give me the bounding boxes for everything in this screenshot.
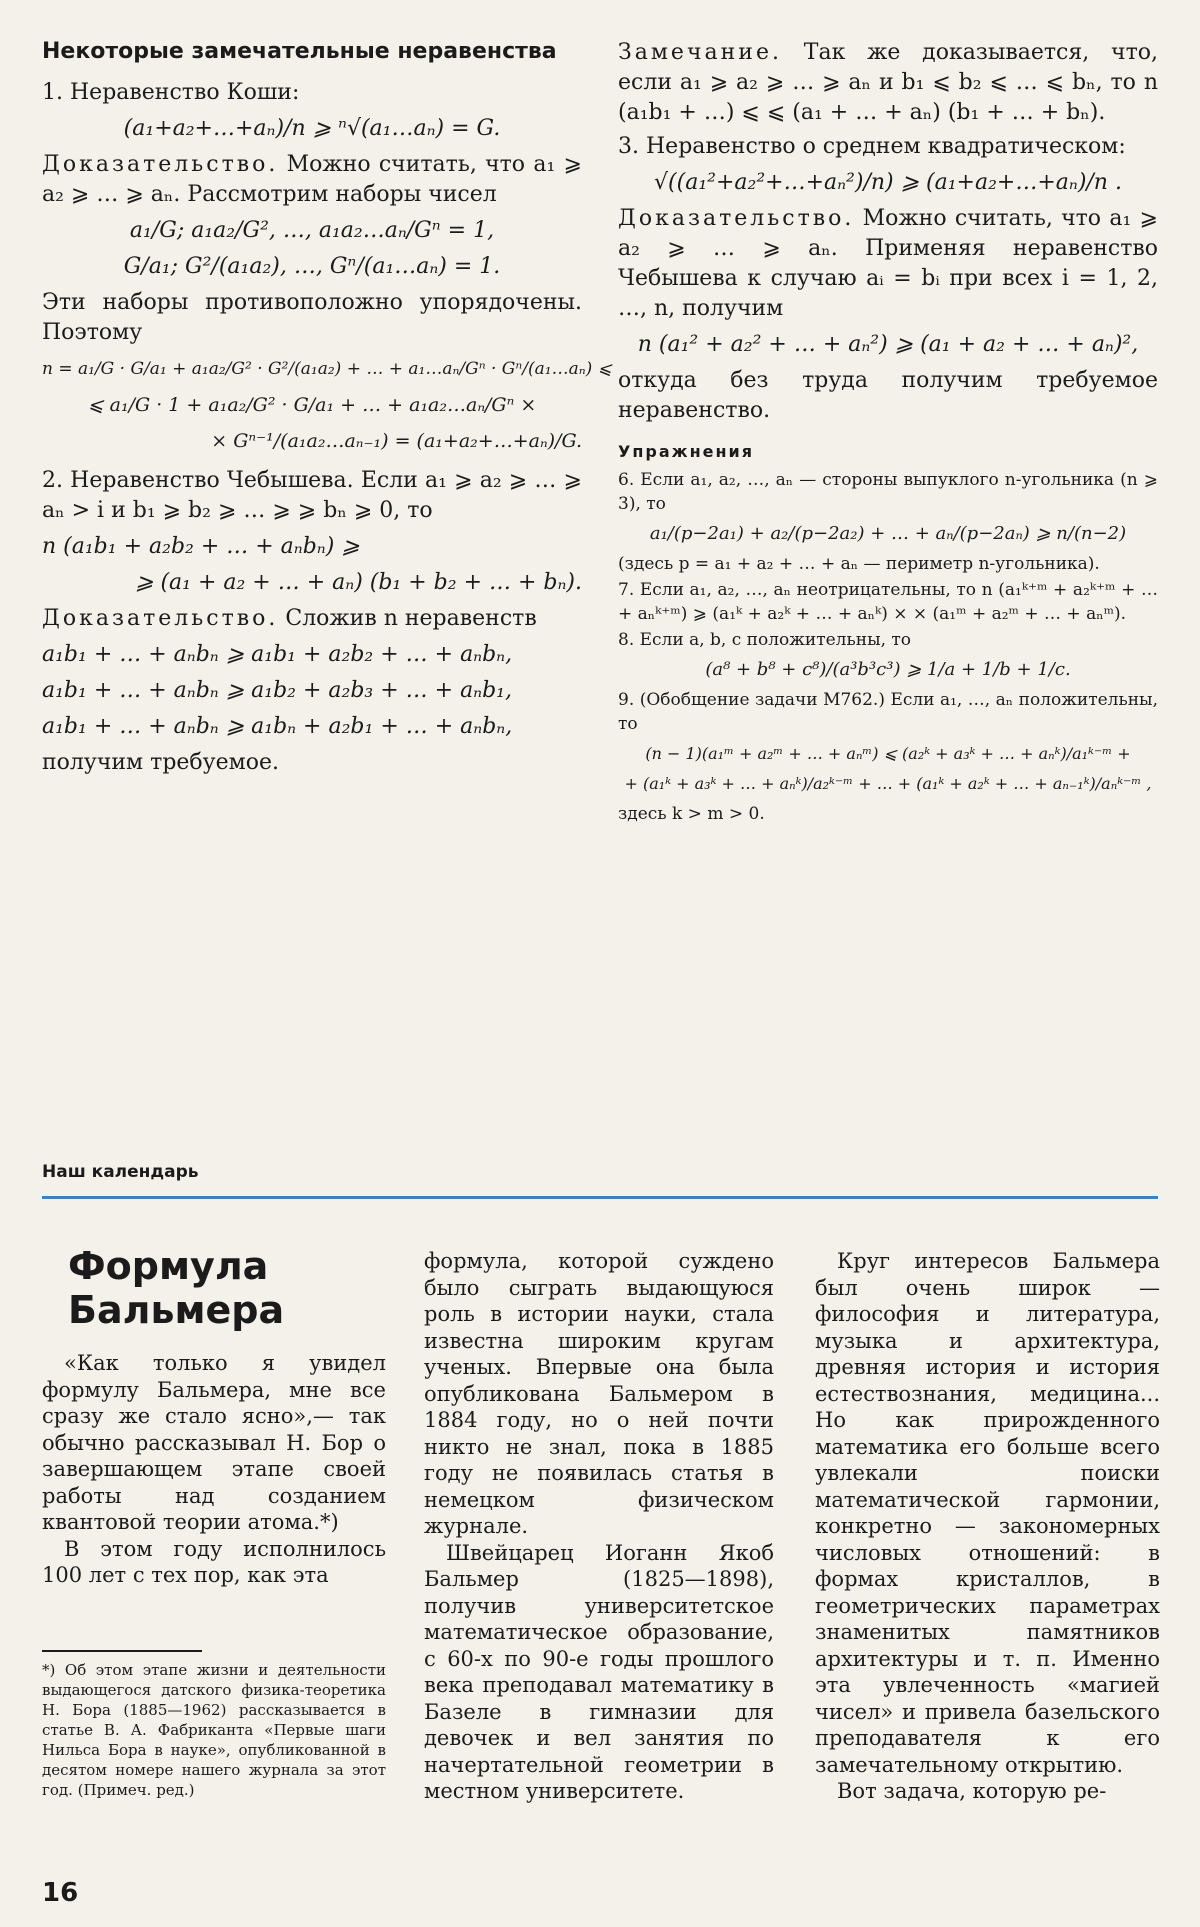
remark bbox=[618, 38, 1158, 128]
proof1-text: Можно считать, что a₁ ⩾ a₂ ⩾ … ⩾ aₙ. Рассмотрим наборы чисел bbox=[42, 152, 582, 207]
section-rule bbox=[42, 1196, 1158, 1199]
proof3-text: Можно считать, что a₁ ⩾ a₂ ⩾ … ⩾ aₙ. Применяя неравенство Чебышева к случаю aᵢ = bᵢ при всех i = 1, 2, …, n, получим bbox=[618, 206, 1158, 321]
ineq-line-2: ⩽ a₁/G · 1 + a₁a₂/G² · G/a₁ + … + a₁a₂…aₙ/Gⁿ × bbox=[87, 394, 537, 416]
cauchy-formula: (a₁+a₂+…+aₙ)/n ⩾ ⁿ√(a₁…aₙ) = G. bbox=[123, 116, 501, 141]
exercise-8-formula: (a⁸ + b⁸ + c⁸)/(a³b³c³) ⩾ 1/a + 1/b + 1/c. bbox=[705, 659, 1071, 680]
exercise-9: 9. (Обобщение задачи М762.) Если a₁, …, aₙ положительны, то bbox=[618, 690, 1158, 734]
section-label: Наш календарь bbox=[42, 1162, 199, 1182]
chebyshev-statement: 2. Неравенство Чебышева. Если a₁ ⩾ a₂ ⩾ … ⩾ aₙ > i и b₁ ⩾ b₂ ⩾ … ⩾ ⩾ bₙ ⩾ 0, то bbox=[42, 468, 582, 523]
exercise-6-formula: a₁/(p−2a₁) + a₂/(p−2a₂) + … + aₙ/(p−2aₙ) ⩾ n/(n−2) bbox=[649, 523, 1127, 544]
opposite-text: Эти наборы противоположно упорядочены. Поэтому bbox=[42, 290, 582, 345]
ineq-line-3: × Gⁿ⁻¹/(a₁a₂…aₙ₋₁) = (a₁+a₂+…+aₙ)/G. bbox=[211, 430, 582, 452]
cheb-line-2: ⩾ (a₁ + a₂ + … + aₙ) (b₁ + b₂ + … + bₙ). bbox=[135, 570, 582, 595]
article-paragraph: «Как только я увидел формулу Бальмера, мне все сразу же стало ясно»,— так обычно рассказывал Н. Бор о завершающем этапе своей работы над созданием квантовой теории атома.*) bbox=[42, 1351, 386, 1534]
left-column bbox=[42, 38, 612, 782]
article-paragraph: формула, которой суждено было сыграть выдающуюся роль в истории науки, стала известна широким кругам ученых. Впервые она была опубликована Бальмером в 1884 году, но о ней почти никто не знал, пока в 1885 году не появилась статья в немецком физическом журнале. bbox=[424, 1249, 774, 1538]
cauchy-heading: 1. Неравенство Коши: bbox=[42, 80, 300, 105]
article-column-1 bbox=[42, 1350, 386, 1589]
remark-label: Замечание. bbox=[618, 40, 782, 65]
page-number: 16 bbox=[42, 1878, 79, 1908]
article-paragraph: Вот задача, которую ре- bbox=[837, 1779, 1107, 1803]
proof2-label: Доказательство. bbox=[42, 606, 279, 631]
article-column-3 bbox=[815, 1248, 1160, 1805]
set1-formula: a₁/G; a₁a₂/G², …, a₁a₂…aₙ/Gⁿ = 1, bbox=[129, 218, 495, 243]
article-paragraph: Швейцарец Иоганн Якоб Бальмер (1825—1898), получив университетское математическое образование, с 60-х по 90-е годы прошлого века преподавал математику в Базеле в гимназии для девочек и вел занятия по начертательной геометрии в местном университете. bbox=[424, 1540, 774, 1803]
cheb-line-1: n (a₁b₁ + a₂b₂ + … + aₙbₙ) ⩾ bbox=[42, 534, 360, 559]
qm-heading: 3. Неравенство о среднем квадратическом: bbox=[618, 134, 1126, 159]
exercise-6: 6. Если a₁, a₂, …, aₙ — стороны выпуклого n-угольника (n ⩾ 3), то bbox=[618, 470, 1158, 514]
sum-line-3: a₁b₁ + … + aₙbₙ ⩾ a₁bₙ + a₂b₁ + … + aₙbₙ, bbox=[42, 714, 513, 739]
proof2-text: Сложив n неравенств bbox=[285, 606, 537, 631]
footnote: *) Об этом этапе жизни и деятельности выдающегося датского физика-теоретика Н. Бора (1885—1962) рассказывается в статье В. А. Фабриканта «Первые шаги Нильса Бора в науке», опубликованной в десятом номере нашего журнала за этот год. (Примеч. ред.) bbox=[42, 1661, 386, 1799]
sum-line-2: a₁b₁ + … + aₙbₙ ⩾ a₁b₂ + a₂b₃ + … + aₙb₁, bbox=[42, 678, 512, 703]
exercise-8: 8. Если a, b, c положительны, то bbox=[618, 630, 912, 650]
article-paragraph: Круг интересов Бальмера был очень широк — философия и литература, музыка и архитектура, древняя история и история естествознания, медицина... Но как прирожденного математика его больше всего увлекали поиски математической гармонии, конкретно — закономерных числовых отношений: в формах кристаллов, в геометрических параметрах знаменитых памятников архитектуры и т. п. Именно эта увлеченность «магией чисел» и привела базельского преподавателя к его замечательному открытию. bbox=[815, 1249, 1160, 1777]
proof1 bbox=[42, 150, 582, 210]
footnote-rule bbox=[42, 1650, 202, 1652]
exercise-9-line-2: + (a₁ᵏ + a₃ᵏ + … + aₙᵏ)/a₂ᵏ⁻ᵐ + … + (a₁ᵏ + a₂ᵏ + … + aₙ₋₁ᵏ)/aₙᵏ⁻ᵐ , bbox=[624, 774, 1152, 793]
exercise-6-note: (здесь p = a₁ + a₂ + … + aₙ — периметр n-угольника). bbox=[618, 554, 1100, 574]
exercise-9-line-1: (n − 1)(a₁ᵐ + a₂ᵐ + … + aₙᵐ) ⩽ (a₂ᵏ + a₃ᵏ + … + aₙᵏ)/a₁ᵏ⁻ᵐ + bbox=[645, 744, 1131, 763]
section-title: Некоторые замечательные неравенства bbox=[42, 39, 557, 64]
proof3-end: откуда без труда получим требуемое неравенство. bbox=[618, 368, 1158, 423]
exercises bbox=[618, 440, 1158, 826]
article-paragraph: В этом году исполнилось 100 лет с тех пор, как эта bbox=[42, 1536, 386, 1587]
proof2 bbox=[42, 604, 582, 634]
exercise-7: 7. Если a₁, a₂, …, aₙ неотрицательны, то n (a₁ᵏ⁺ᵐ + a₂ᵏ⁺ᵐ + … + aₙᵏ⁺ᵐ) ⩾ (a₁ᵏ + a₂ᵏ + … + aₙᵏ) × × (a₁ᵐ + a₂ᵐ + … + aₙᵐ). bbox=[618, 580, 1158, 624]
sum-line-1: a₁b₁ + … + aₙbₙ ⩾ a₁b₁ + a₂b₂ + … + aₙbₙ, bbox=[42, 642, 513, 667]
proof3 bbox=[618, 204, 1158, 324]
proof1-label: Доказательство. bbox=[42, 152, 279, 177]
ineq-line-1: n = a₁/G · G/a₁ + a₁a₂/G² · G²/(a₁a₂) + … + a₁…aₙ/Gⁿ · Gⁿ/(a₁…aₙ) ⩽ bbox=[42, 359, 612, 379]
exercises-title: Упражнения bbox=[618, 442, 755, 461]
article-column-2 bbox=[424, 1248, 774, 1805]
result-text: получим требуемое. bbox=[42, 750, 279, 775]
right-column bbox=[618, 38, 1158, 828]
qm-result: n (a₁² + a₂² + … + aₙ²) ⩾ (a₁ + a₂ + … + aₙ)², bbox=[637, 332, 1139, 357]
article-title: Формула Бальмера bbox=[68, 1244, 285, 1332]
remark-text: Так же доказывается, что, если a₁ ⩾ a₂ ⩾ … ⩾ aₙ и b₁ ⩽ b₂ ⩽ … ⩽ bₙ, то n (a₁b₁ + …) ⩽ ⩽ (a₁ + … + aₙ) (b₁ + … + bₙ). bbox=[618, 40, 1158, 125]
proof3-label: Доказательство. bbox=[618, 206, 855, 231]
qm-formula: √((a₁²+a₂²+…+aₙ²)/n) ⩾ (a₁+a₂+…+aₙ)/n . bbox=[654, 170, 1122, 195]
exercise-9-note: здесь k > m > 0. bbox=[618, 804, 765, 824]
set2-formula: G/a₁; G²/(a₁a₂), …, Gⁿ/(a₁…aₙ) = 1. bbox=[123, 254, 501, 279]
